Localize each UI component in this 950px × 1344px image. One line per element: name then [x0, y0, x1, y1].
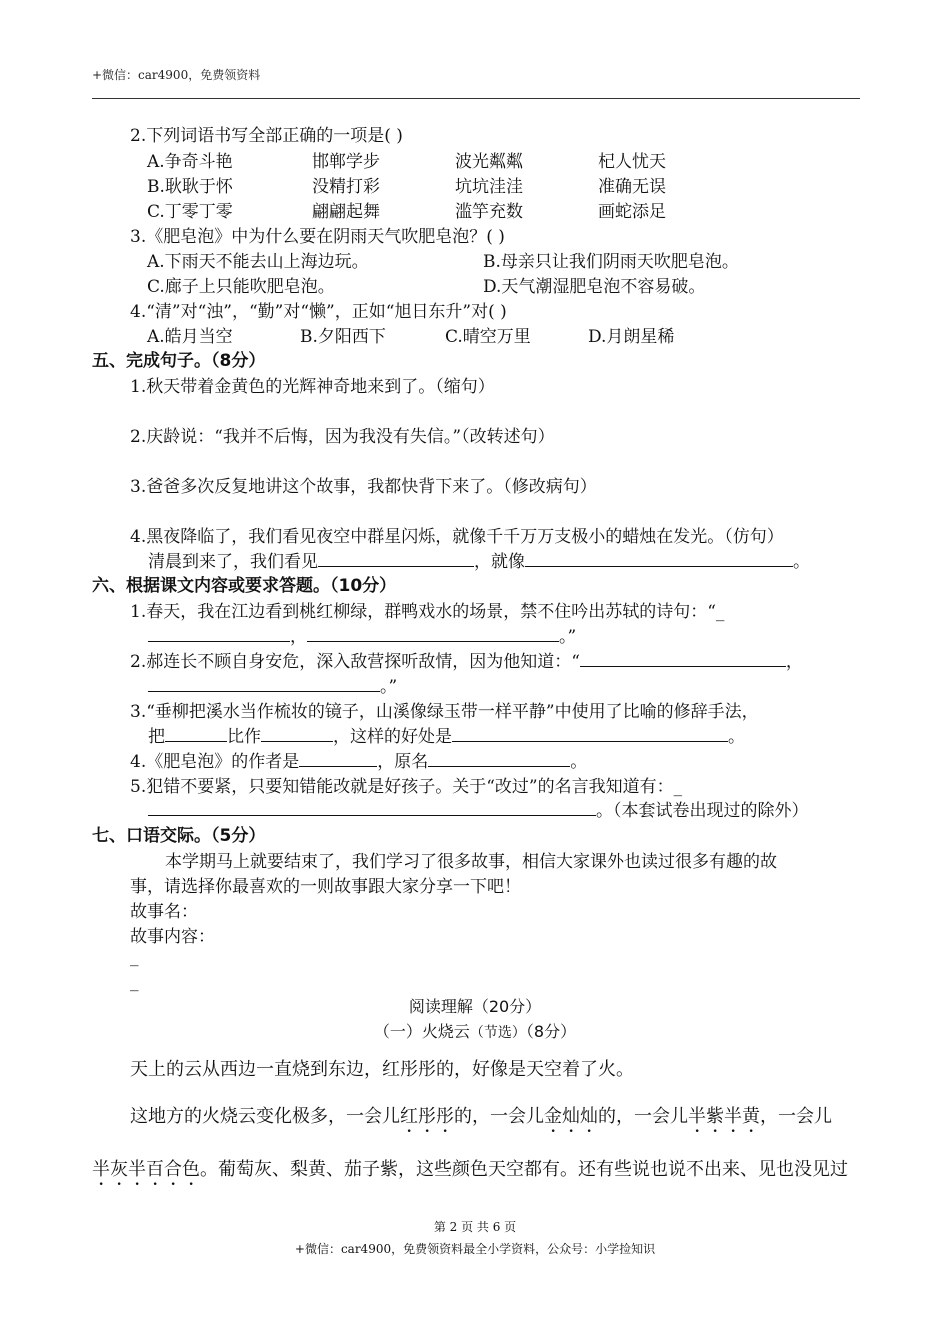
sec7-dash-2: _	[130, 972, 139, 992]
q4-stem: 4.“清”对“浊”，“勤”对“懒”，正如“旭日东升”对( )	[130, 302, 507, 322]
q2-opt-a-1: A.争奇斗艳	[147, 152, 233, 172]
sec6-q2-blank-1[interactable]	[580, 650, 786, 667]
reading-subtitle	[0, 1019, 950, 1042]
reading-p3-rest: 。葡萄灰、梨黄、茄子紫，这些颜色天空都有。还有些说也说不出来、见也没见过	[200, 1159, 848, 1180]
sec6-q3-blank-1[interactable]	[165, 725, 227, 742]
reading-p3	[92, 1155, 848, 1190]
sec6-q5-answer-line	[148, 796, 809, 821]
sec7-story-content-label: 故事内容：	[130, 927, 215, 947]
reading-p2-a: 这地方的火烧云变化极多，一会儿	[130, 1106, 400, 1127]
q3-opt-a: A.下雨天不能去山上海边玩。	[147, 252, 369, 272]
sec6-q2-end: 。”	[380, 677, 398, 697]
q2-opt-b-1: B.耿耿于怀	[147, 177, 233, 197]
sec7-dash-1: _	[130, 947, 139, 967]
sec6-q3-end: 。	[728, 727, 745, 747]
reading-title: 阅读理解（20分）	[408, 997, 542, 1016]
sec6-q3-ba: 把	[148, 727, 165, 747]
sec6-q1-blank-1[interactable]	[148, 625, 290, 642]
sec6-q3-blank-3[interactable]	[452, 725, 728, 742]
sec6-q4-original-name: ，原名	[377, 752, 429, 772]
reading-subtitle-main: （一）火烧云	[373, 1022, 470, 1041]
reading-p2-word-1: 红彤彤	[400, 1106, 454, 1127]
sec5-q1: 1.秋天带着金黄色的光辉神奇地来到了。（缩句）	[130, 377, 495, 397]
sec5-q4-text-c: 。	[793, 552, 810, 572]
sec6-q4-blank-2[interactable]	[428, 750, 570, 767]
q3-opt-c: C.廊子上只能吹肥皂泡。	[147, 277, 335, 297]
section-6-title: 六、根据课文内容或要求答题。（10分）	[92, 576, 397, 596]
sec5-q2: 2.庆龄说：“我并不后悔，因为我没有失信。”（改转述句）	[130, 427, 555, 447]
q4-opt-a: A.皓月当空	[147, 327, 233, 347]
q3-opt-b: B.母亲只让我们阴雨天吹肥皂泡。	[483, 252, 739, 272]
q2-opt-c-1: C.丁零丁零	[147, 202, 233, 222]
sec6-q2-blank-2[interactable]	[148, 675, 380, 692]
q2-opt-a-3: 波光粼粼	[455, 152, 523, 172]
sec5-q4-answer-line	[148, 547, 810, 572]
q2-opt-b-2: 没精打彩	[312, 177, 380, 197]
sec6-q1: 1.春天，我在江边看到桃红柳绿，群鸭戏水的场景，禁不住吟出苏轼的诗句：“_	[130, 602, 725, 622]
q4-opt-d: D.月朗星稀	[588, 327, 675, 347]
q2-opt-b-4: 准确无误	[598, 177, 666, 197]
sec6-q1-comma: ，	[290, 627, 307, 647]
q3-opt-d: D.天气潮湿肥皂泡不容易破。	[483, 277, 706, 297]
reading-p2-b: 的，一会儿	[454, 1106, 544, 1127]
sec6-q1-end: 。”	[559, 627, 577, 647]
sec6-q4-blank-1[interactable]	[299, 750, 377, 767]
sec7-para-1: 本学期马上就要结束了，我们学习了很多故事，相信大家课外也读过很多有趣的故	[165, 852, 777, 872]
sec6-q3-benefit: ，这样的好处是	[333, 727, 452, 747]
sec6-q1-blank-2[interactable]	[307, 625, 559, 642]
section-7-title: 七、口语交际。（5分）	[92, 826, 266, 846]
sec5-q4-blank-2[interactable]	[525, 550, 793, 567]
sec6-q4-line	[130, 747, 587, 772]
q2-stem: 2.下列词语书写全部正确的一项是( )	[130, 126, 403, 146]
reading-p2-d: ，一会儿	[760, 1106, 832, 1127]
sec6-q5-blank[interactable]	[148, 799, 596, 816]
sec6-q2-line	[130, 647, 803, 672]
sec6-q1-answer-line	[148, 622, 576, 647]
q4-opt-b: B.夕阳西下	[300, 327, 386, 347]
q2-opt-c-2: 翩翩起舞	[312, 202, 380, 222]
sec7-story-name-label: 故事名：	[130, 902, 198, 922]
reading-p3-word: 半灰半百合色	[92, 1159, 200, 1180]
sec6-q2-comma: ，	[785, 652, 803, 672]
header-rule	[92, 98, 860, 99]
sec6-q5: 5.犯错不要紧，只要知错能改就是好孩子。关于“改过”的名言我知道有：_	[130, 777, 683, 797]
reading-p2-c: 的，一会儿	[598, 1106, 688, 1127]
section-5-title: 五、完成句子。（8分）	[92, 351, 266, 371]
sec6-q3-blank-2[interactable]	[261, 725, 333, 742]
q2-opt-b-3: 坑坑洼洼	[455, 177, 523, 197]
sec5-q4-blank-1[interactable]	[318, 550, 474, 567]
sec5-q4-text-a: 清晨到来了，我们看见	[148, 552, 318, 572]
sec6-q3-answer-line	[148, 722, 745, 747]
sec7-para-2: 事，请选择你最喜欢的一则故事跟大家分享一下吧！	[130, 877, 521, 897]
sec6-q4-end: 。	[570, 752, 588, 772]
q2-opt-c-4: 画蛇添足	[598, 202, 666, 222]
header-watermark: +微信：car4900，免费领资料	[92, 68, 261, 82]
sec5-q4-text-b: ，就像	[474, 552, 525, 572]
page-number: 第 2 页 共 6 页	[433, 1220, 517, 1234]
sec6-q4-author: 4.《肥皂泡》的作者是	[130, 752, 300, 772]
sec5-q4: 4.黑夜降临了，我们看见夜空中群星闪烁，就像千千万万支极小的蜡烛在发光。（仿句）	[130, 527, 784, 547]
q4-opt-c: C.晴空万里	[445, 327, 531, 347]
sec6-q2: 2.郝连长不顾自身安危，深入敌营探听敌情，因为他知道：“	[130, 652, 580, 672]
reading-subtitle-note: （节选）	[469, 1025, 526, 1041]
reading-subtitle-score: （8分）	[525, 1022, 577, 1041]
reading-p2-word-3: 半紫半黄	[688, 1106, 760, 1127]
sec6-q3: 3.“垂柳把溪水当作梳妆的镜子，山溪像绿玉带一样平静”中使用了比喻的修辞手法，	[130, 702, 759, 722]
reading-p2	[130, 1102, 832, 1137]
q2-opt-a-2: 邯郸学步	[312, 152, 380, 172]
q2-opt-a-4: 杞人忧天	[598, 152, 666, 172]
footer-watermark: +微信：car4900，免费领资料最全小学资料，公众号：小学捡知识	[294, 1242, 656, 1256]
reading-p1: 天上的云从西边一直烧到东边，红彤彤的，好像是天空着了火。	[130, 1059, 634, 1080]
sec5-q3: 3.爸爸多次反复地讲这个故事，我都快背下来了。（修改病句）	[130, 477, 597, 497]
sec6-q3-bizuo: 比作	[227, 727, 261, 747]
q2-opt-c-3: 滥竽充数	[455, 202, 523, 222]
sec6-q2-answer-line	[148, 672, 397, 697]
q3-stem: 3.《肥皂泡》中为什么要在阴雨天气吹肥皂泡？( )	[130, 227, 505, 247]
sec6-q5-note: 。（本套试卷出现过的除外）	[596, 801, 809, 821]
reading-p2-word-2: 金灿灿	[544, 1106, 598, 1127]
